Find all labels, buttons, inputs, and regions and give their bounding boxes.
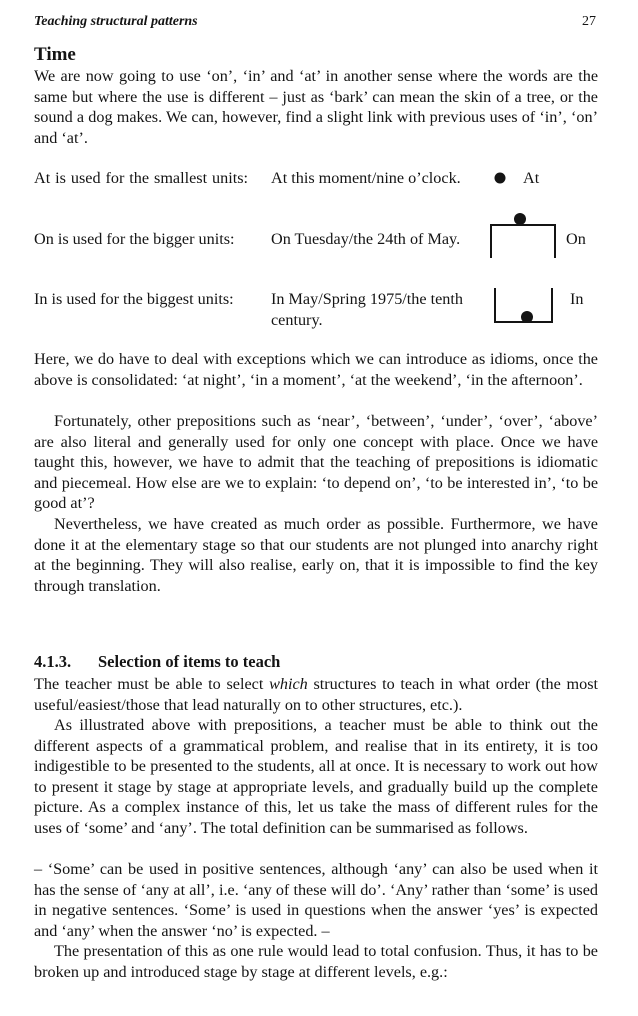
- subsection-title: Selection of items to teach: [98, 652, 281, 671]
- on-box-diagram: [486, 208, 560, 260]
- word-at: At: [523, 169, 540, 187]
- word-in: In: [570, 290, 584, 308]
- section-title: Time: [34, 44, 76, 65]
- subsection-number: 4.1.3.: [34, 652, 72, 671]
- emphasis-which: which: [269, 675, 308, 693]
- subsection-heading: [34, 652, 280, 672]
- rule-in-label: In is used for the biggest units:: [34, 290, 234, 308]
- at-dot-diagram: [492, 170, 508, 186]
- presentation-paragraph: The presentation of this as one rule would lead to total confusion. Thus, it has to be broken up and introduced stage by stage at different levels, e.g.:: [34, 942, 598, 981]
- example-at: At this moment/nine o’clock.: [271, 169, 461, 187]
- on-dot: [514, 213, 526, 225]
- example-in: In May/Spring 1975/the tenth century.: [271, 290, 463, 329]
- on-box: [491, 225, 555, 258]
- in-dot: [521, 311, 533, 323]
- some-any-rule-paragraph: – ‘Some’ can be used in positive sentences, although ‘any’ can also be used when it has the sense of ‘any at all’, i.e. ‘any of these will do’. ‘Any’ rather than ‘some’ is used in negative sentences. ‘Some’ is used in questions when the answer ‘yes’ is expected and ‘any’ when the answer ‘no’ is expected. –: [34, 860, 598, 940]
- example-on: On Tuesday/the 24th of May.: [271, 230, 461, 248]
- intro-paragraph: We are now going to use ‘on’, ‘in’ and ‘at’ in another sense where the words are the same but where the use is different – just as ‘bark’ can mean the skin of a tree, or the sound a dog makes. We can, however, find a slight link with previous uses of ‘in’, ‘on’ and ‘at’.: [34, 67, 598, 147]
- word-on: On: [566, 230, 586, 248]
- selection-paragraph-1: The teacher must be able to select which structures to teach in what order (the most useful/easiest/those that lead naturally on to other structures, etc.).: [34, 675, 598, 714]
- nevertheless-paragraph: Nevertheless, we have created as much order as possible. Furthermore, we have done it at the elementary stage so that our students are not plunged into anarchy right at the beginning. They will also realise, early on, that it is impossible to find the key through translation.: [34, 515, 598, 595]
- in-box-diagram: [490, 286, 564, 326]
- rule-on-label: On is used for the bigger units:: [34, 230, 235, 248]
- fortunately-paragraph: Fortunately, other prepositions such as ‘near’, ‘between’, ‘under’, ‘over’, ‘above’ are also literal and generally used for only one concept with place. Once we have taught this, however, we have to admit that the teaching of prepositions is idiomatic and piecemeal. How else are we to explain: ‘to depend on’, ‘to be interested in’, ‘to be good at’?: [34, 412, 598, 512]
- page-number: 27: [582, 14, 596, 29]
- selection-paragraph-2: As illustrated above with prepositions, a teacher must be able to think out the different aspects of a grammatical problem, and realise that in its entirety, it is too indigestible to be presented to the students, all at once. It is necessary to work out how to present it stage by stage at appropriate levels, and gradually build up the complete picture. As a complex instance of this, let us take the mass of different rules for the uses of ‘some’ and ‘any’. The total definition can be summarised as follows.: [34, 716, 598, 837]
- rule-at-label: At is used for the smallest units:: [34, 169, 248, 187]
- running-head: Teaching structural patterns: [34, 14, 198, 29]
- exceptions-paragraph: Here, we do have to deal with exceptions which we can introduce as idioms, once the above is consolidated: ‘at night’, ‘in a moment’, ‘at the weekend’, ‘in the afternoon’.: [34, 350, 598, 389]
- at-dot: [495, 173, 506, 184]
